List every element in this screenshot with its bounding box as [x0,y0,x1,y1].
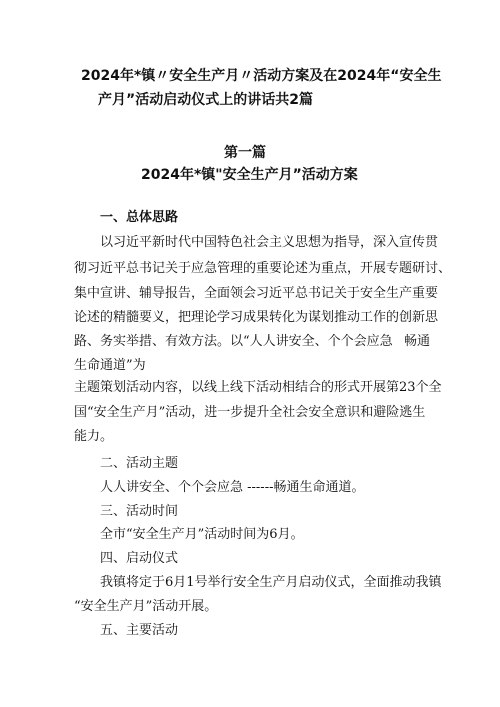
body-line: 路、务实举措、有效方法。以“人人讲安全、个个会应急 [74,334,393,349]
body-line: “安全生产月”活动开展。 [74,599,218,614]
document-title-line-2: 产月”活动启动仪式上的讲话共2篇 [98,92,313,108]
body-line: 能力。 [74,429,114,444]
body-line: 集中宣讲、辅导报告，全面领会习近平总书记关于安全生产重要 [74,286,439,301]
section-4-heading: 四、启动仪式 [100,551,179,566]
body-line: 畅通 [404,334,431,349]
document-title-line-1: 2024年*镇〃安全生产月〃活动方案及在2024年“安全生 [81,68,442,84]
section-1-heading: 一、总体思路 [100,210,179,225]
section-5-heading: 五、主要活动 [100,623,179,638]
body-line: 生命通道”为 [74,358,146,373]
body-line: 以习近平新时代中国特色社会主义思想为指导，深入宣传贯 [100,235,439,250]
section-3-heading: 三、活动时间 [100,504,179,519]
body-line: 论述的精髓要义，把理论学习成果转化为谋划推动工作的创新思 [74,310,439,325]
part-title: 2024年*镇"安全生产月”活动方案 [141,167,358,183]
part-label: 第一篇 [224,145,266,161]
body-line: 彻习近平总书记关于应急管理的重要论述为重点，开展专题研讨、 [74,261,452,276]
body-line: 我镇将定于6月1号举行安全生产月启动仪式，全面推动我镇 [100,575,442,590]
body-line: 人人讲安全、个个会应急 ------畅通生命通道。 [100,480,365,495]
body-line: 主题策划活动内容，以线上线下活动相结合的形式开展第23个全 [74,380,442,395]
body-line: 国“安全生产月”活动，进一步提升全社会安全意识和避险逃生 [74,405,426,420]
body-line: 全市“安全生产月”活动时间为6月。 [100,527,304,542]
section-2-heading: 二、活动主题 [100,456,179,471]
